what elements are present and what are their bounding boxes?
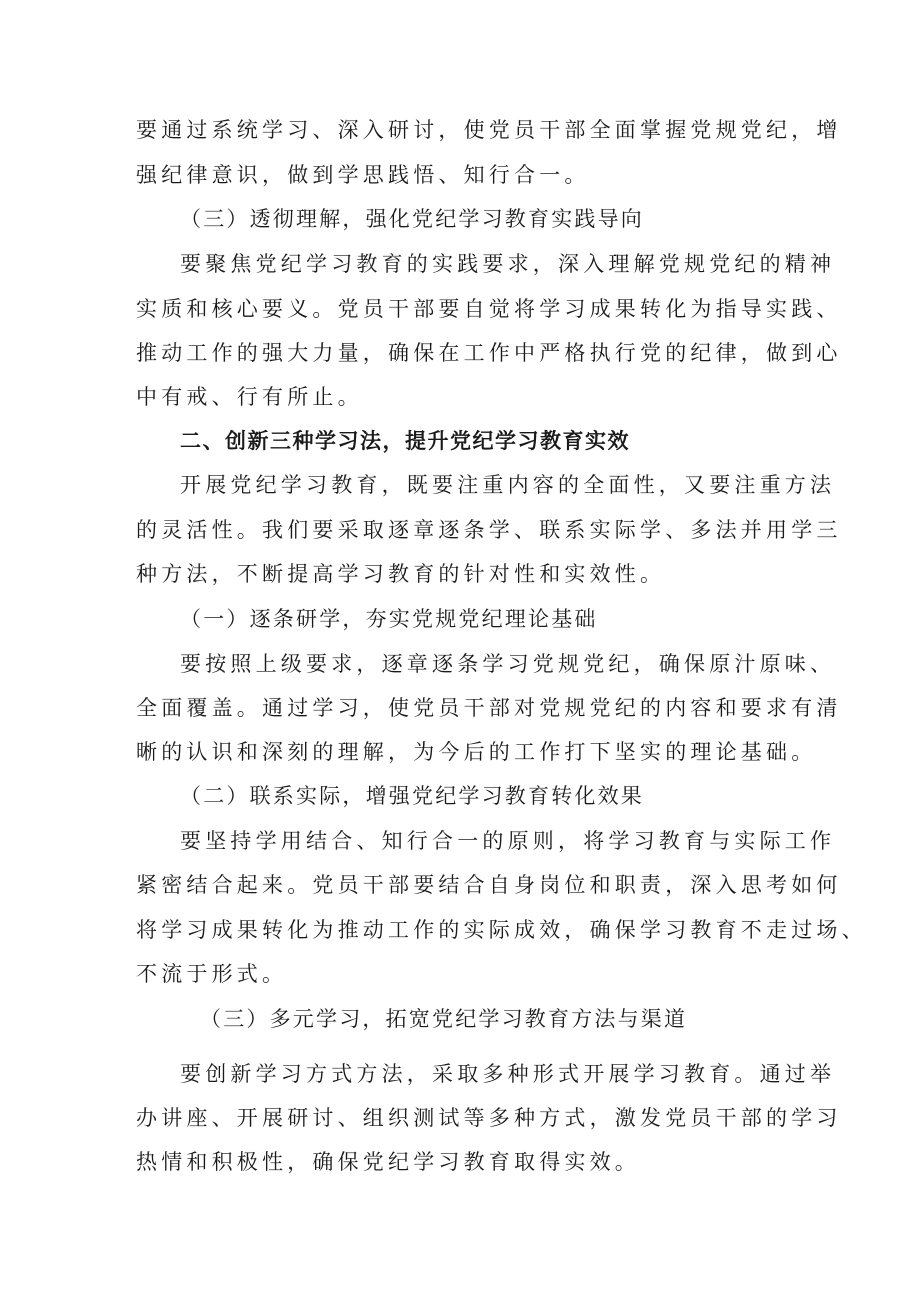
paragraph-line: 种方法，不断提高学习教育的针对性和实效性。 [136, 562, 666, 586]
paragraph-line: 办讲座、开展研讨、组织测试等多种方式，激发党员干部的学习 [136, 1106, 842, 1130]
paragraph-line: 强纪律意识，做到学思践悟、知行合一。 [136, 163, 590, 187]
paragraph-line: 推动工作的强大力量，确保在工作中严格执行党的纪律，做到心 [136, 341, 842, 365]
paragraph-line: 紧密结合起来。党员干部要结合自身岗位和职责，深入思考如何 [136, 873, 842, 897]
subsection-heading: （三）透彻理解，强化党纪学习教育实践导向 [180, 207, 644, 231]
paragraph-line: 实质和核心要义。党员干部要自觉将学习成果转化为指导实践、 [136, 297, 842, 321]
paragraph-line: 要聚焦党纪学习教育的实践要求，深入理解党规党纪的精神 [180, 252, 836, 276]
subsection-heading: （二）联系实际，增强党纪学习教育转化效果 [180, 784, 644, 808]
paragraph-line: 将学习成果转化为推动工作的实际成效，确保学习教育不走过场、 [136, 918, 867, 942]
subsection-heading: （一）逐条研学，夯实党规党纪理论基础 [180, 607, 598, 631]
paragraph-line: 要创新学习方式方法，采取多种形式开展学习教育。通过举 [180, 1062, 836, 1086]
paragraph-line: 不流于形式。 [136, 962, 288, 986]
paragraph-line: 要按照上级要求，逐章逐条学习党规党纪，确保原汁原味、 [180, 652, 836, 676]
paragraph-line: 晰的认识和深刻的理解，为今后的工作打下坚实的理论基础。 [136, 740, 817, 764]
paragraph-line: 中有戒、行有所止。 [136, 385, 363, 409]
paragraph-line: 全面覆盖。通过学习，使党员干部对党规党纪的内容和要求有清 [136, 696, 842, 720]
paragraph-line: 要通过系统学习、深入研讨，使党员干部全面掌握党规党纪，增 [136, 118, 842, 142]
subsection-heading: （三）多元学习，拓宽党纪学习教育方法与渠道 [200, 1007, 688, 1031]
section-heading: 二、创新三种学习法，提升党纪学习教育实效 [180, 429, 630, 453]
paragraph-line: 热情和积极性，确保党纪学习教育取得实效。 [136, 1150, 640, 1174]
paragraph-line: 的灵活性。我们要采取逐章逐条学、联系实际学、多法并用学三 [136, 518, 842, 542]
paragraph-line: 开展党纪学习教育，既要注重内容的全面性，又要注重方法 [180, 473, 836, 497]
paragraph-line: 要坚持学用结合、知行合一的原则，将学习教育与实际工作 [180, 829, 836, 853]
